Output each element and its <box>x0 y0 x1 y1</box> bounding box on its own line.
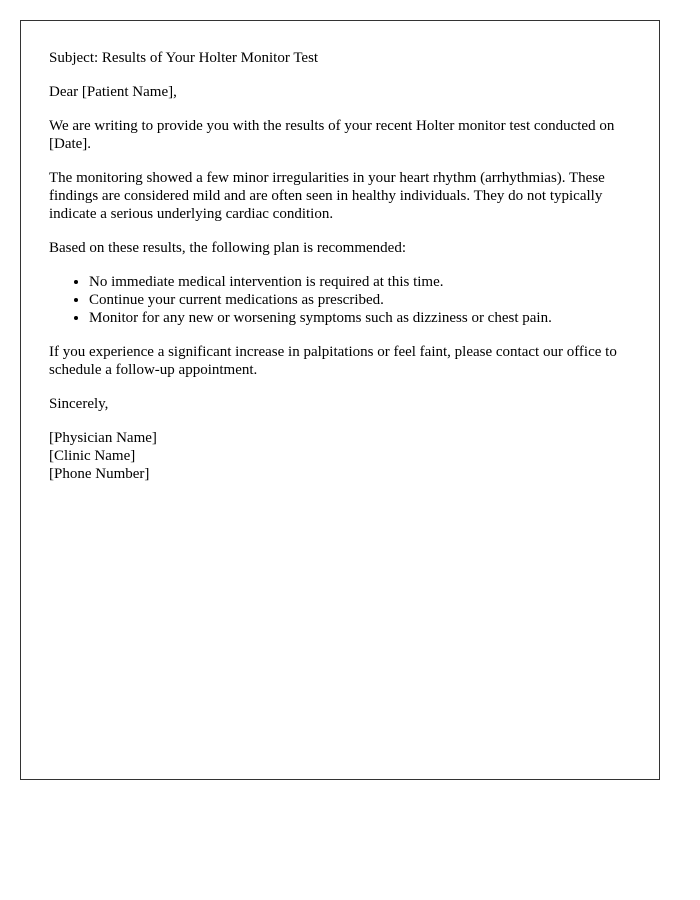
plan-list <box>49 273 631 327</box>
letter-plan-intro: Based on these results, the following plan is recommended: <box>49 240 407 256</box>
letter-closing: Sincerely, <box>49 396 109 412</box>
letter-greeting: Dear [Patient Name], <box>49 84 177 100</box>
phone-number: [Phone Number] <box>49 466 150 482</box>
letter-intro-paragraph: We are writing to provide you with the results of your recent Holter monitor test conducted on [Date]. <box>49 118 615 152</box>
letter-subject: Subject: Results of Your Holter Monitor Test <box>49 50 319 66</box>
clinic-name: [Clinic Name] <box>49 448 136 464</box>
letter-findings-paragraph: The monitoring showed a few minor irregularities in your heart rhythm (arrhythmias). These findings are considered mild and are often seen in healthy individuals. They do not typically indicate a serious underlying cardiac condition. <box>49 170 605 222</box>
plan-list-item: • Continue your current medications as prescribed. <box>89 291 631 309</box>
signature-block <box>49 429 631 483</box>
plan-list-item: • Monitor for any new or worsening symptoms such as dizziness or chest pain. <box>89 309 631 327</box>
letter-document <box>20 20 660 780</box>
letter-followup-paragraph: If you experience a significant increase in palpitations or feel faint, please contact our office to schedule a follow-up appointment. <box>49 344 617 378</box>
plan-list-item: • No immediate medical intervention is required at this time. <box>89 273 631 291</box>
physician-name: [Physician Name] <box>49 430 157 446</box>
